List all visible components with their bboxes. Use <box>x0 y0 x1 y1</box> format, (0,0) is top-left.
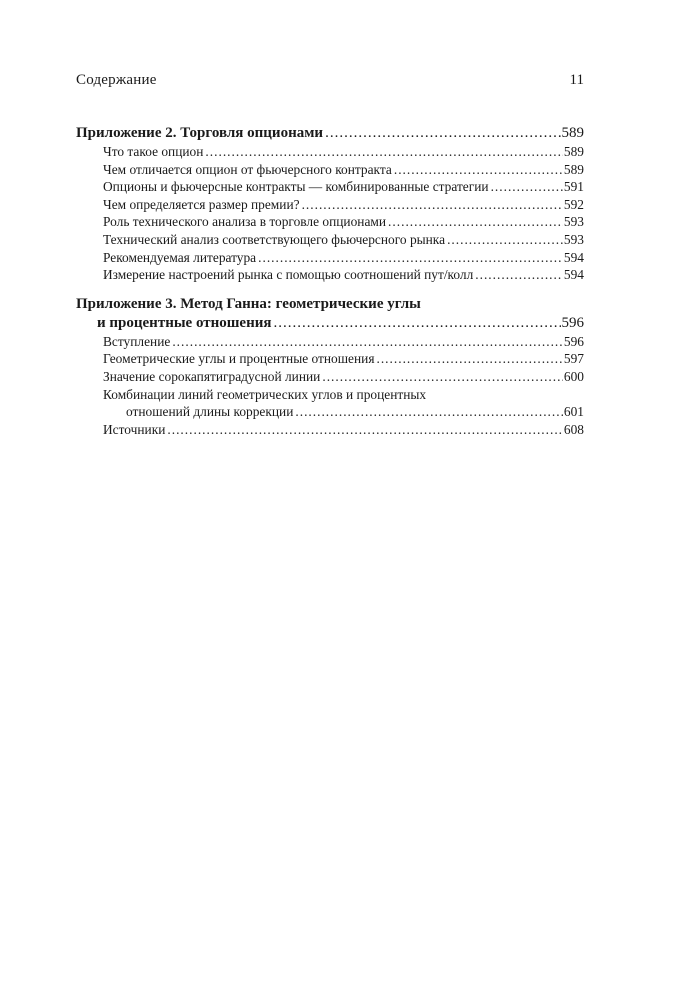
toc-entry-page: 589 <box>563 161 584 177</box>
toc-entry-page: 597 <box>563 351 584 367</box>
toc-sub-entry[interactable] <box>76 178 584 196</box>
toc-entry-page: 589 <box>561 125 584 141</box>
toc-sub-entry-first-line[interactable]: Комбинации линий геометрических углов и процентных <box>103 386 427 402</box>
toc-entry-page: 593 <box>563 231 584 247</box>
toc-sub-entry[interactable] <box>76 266 584 284</box>
dot-leader <box>205 143 562 161</box>
toc-sub-entry[interactable] <box>76 421 584 439</box>
toc-entry-page: 596 <box>561 314 584 331</box>
dot-leader <box>325 124 560 143</box>
page-number: 11 <box>569 72 584 88</box>
toc-sub-entry[interactable] <box>76 213 584 231</box>
toc-sub-entry[interactable] <box>76 161 584 179</box>
toc-main-entry[interactable] <box>76 314 584 333</box>
dot-leader <box>274 314 561 333</box>
toc-entry-title: Приложение 2. Торговля опционами <box>76 125 324 141</box>
toc-entry-page: 594 <box>563 249 584 265</box>
toc-sub-entry[interactable] <box>76 350 584 368</box>
toc-entry-title: Опционы и фьючерсные контракты — комбинированные стратегии <box>103 179 489 195</box>
toc-entry-page: 592 <box>563 196 584 212</box>
toc-entry-title: Измерение настроений рынка с помощью соотношений пут/колл <box>103 267 474 283</box>
toc-entry-title: Чем определяется размер премии? <box>103 196 300 212</box>
toc-entry-title: Вступление <box>103 333 171 349</box>
toc-entry-page: 596 <box>563 333 584 349</box>
toc-entry-title: Технический анализ соответствующего фьючерсного рынка <box>103 231 446 247</box>
toc-entry-page: 589 <box>563 144 584 159</box>
toc-sub-entry[interactable] <box>76 143 584 161</box>
running-header <box>76 72 584 94</box>
toc-section-appendix-2 <box>76 124 584 284</box>
dot-leader <box>388 213 563 231</box>
toc-section-appendix-3 <box>76 295 584 439</box>
toc-entry-page: 600 <box>563 368 584 384</box>
toc-entry-title: Роль технического анализа в торговле опционами <box>103 214 387 230</box>
dot-leader <box>295 403 563 421</box>
dot-leader <box>475 266 563 284</box>
toc-sub-entry[interactable] <box>76 231 584 249</box>
toc-entry-title: Что такое опцион <box>103 144 204 159</box>
toc-main-entry-first-line[interactable]: Приложение 3. Метод Ганна: геометрические углы <box>76 295 421 312</box>
toc-entry-page: 593 <box>563 214 584 230</box>
dot-leader <box>376 350 562 368</box>
toc-main-entry[interactable] <box>76 124 584 143</box>
toc-entry-title: Рекомендуемая литература <box>103 249 257 265</box>
table-of-contents <box>76 124 584 449</box>
toc-entry-page: 594 <box>563 267 584 283</box>
toc-entry-title: отношений длины коррекции <box>126 404 294 420</box>
dot-leader <box>447 231 563 249</box>
dot-leader <box>172 333 563 351</box>
toc-entry-title: Геометрические углы и процентные отношения <box>103 351 375 367</box>
toc-sub-entry[interactable] <box>76 196 584 214</box>
dot-leader <box>491 178 563 196</box>
toc-entry-page: 601 <box>563 404 584 420</box>
toc-sub-entry[interactable] <box>76 333 584 351</box>
toc-sub-entry[interactable] <box>76 249 584 267</box>
dot-leader <box>322 368 563 386</box>
toc-entry-page: 591 <box>563 179 584 195</box>
toc-sub-entry[interactable] <box>76 368 584 386</box>
toc-entry-title: Источники <box>103 421 166 437</box>
toc-entry-title: Значение сорокапятиградусной линии <box>103 368 321 384</box>
toc-sub-entry[interactable] <box>76 403 584 421</box>
dot-leader <box>167 421 563 439</box>
dot-leader <box>258 249 563 267</box>
toc-entry-page: 608 <box>563 421 584 437</box>
toc-entry-title: Чем отличается опцион от фьючерсного контракта <box>103 161 392 177</box>
dot-leader <box>394 161 563 179</box>
toc-entry-title: и процентные отношения <box>97 314 272 331</box>
dot-leader <box>302 196 563 214</box>
running-title: Содержание <box>76 72 157 88</box>
